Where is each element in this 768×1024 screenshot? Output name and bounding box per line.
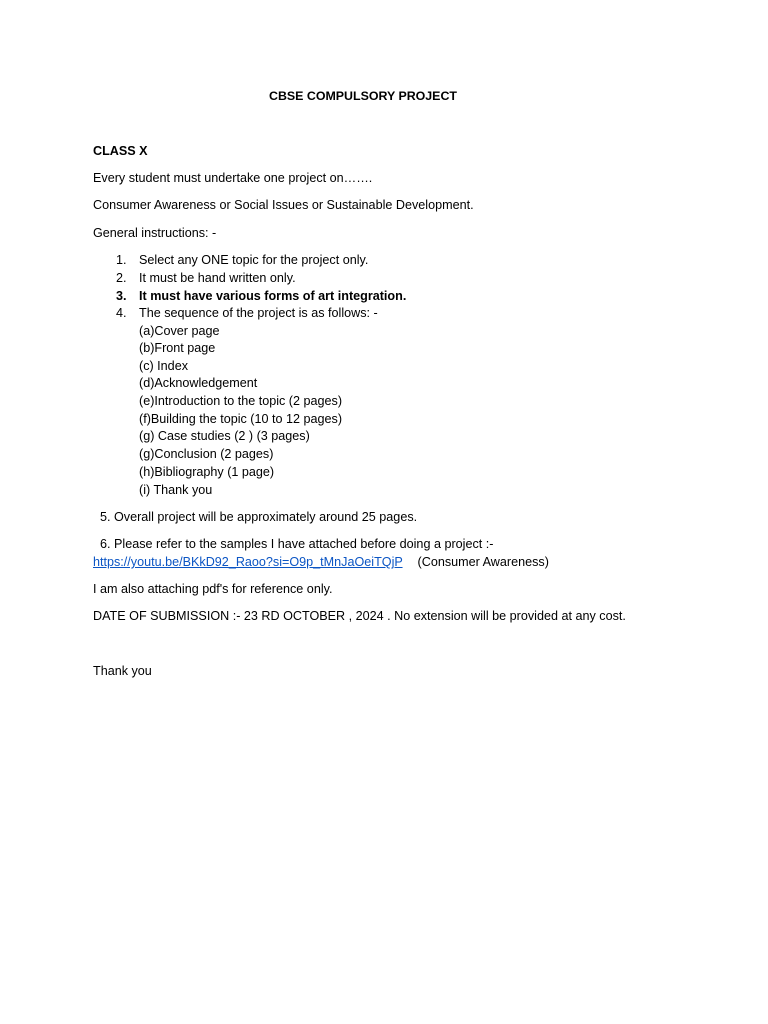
youtube-link[interactable]: https://youtu.be/BKkD92_Raoo?si=O9p_tMnJaOeiTQjP [93,555,403,569]
closing-text: Thank you [93,664,152,678]
sequence-item: (f)Building the topic (10 to 12 pages) [139,412,343,426]
topics-text: Consumer Awareness or Social Issues or Sustainable Development. [93,198,474,212]
intro-text: Every student must undertake one project on……. [93,171,373,185]
sequence-item: (g)Conclusion (2 pages) [139,447,274,461]
list-number: 4. [116,306,127,320]
list-text: Select any ONE topic for the project only. [139,253,369,267]
class-label: CLASS X [93,144,148,158]
reference-link-row [93,554,549,571]
sequence-item: (i) Thank you [139,483,213,497]
sequence-item: (e)Introduction to the topic (2 pages) [139,394,343,408]
list-text: The sequence of the project is as follows: - [139,306,378,320]
link-suffix: (Consumer Awareness) [417,555,549,569]
sequence-item: (g) Case studies (2 ) (3 pages) [139,429,310,443]
pdf-note: I am also attaching pdf's for reference only. [93,582,333,596]
sequence-item: (a)Cover page [139,324,220,338]
list-number: 1. [116,253,127,267]
list-number: 3. [116,289,127,303]
sequence-item: (d)Acknowledgement [139,376,258,390]
general-instructions-heading: General instructions: - [93,226,217,240]
sequence-item: (b)Front page [139,341,216,355]
point-6: 6. Please refer to the samples I have attached before doing a project :- [100,537,494,551]
point-5: 5. Overall project will be approximately around 25 pages. [100,510,418,524]
page-title: CBSE COMPULSORY PROJECT [269,89,457,103]
list-number: 2. [116,271,127,285]
list-text: It must have various forms of art integration. [139,289,407,303]
sequence-item: (h)Bibliography (1 page) [139,465,275,479]
submission-date: DATE OF SUBMISSION :- 23 RD OCTOBER , 2024 . No extension will be provided at any cost. [93,609,626,623]
sequence-item: (c) Index [139,359,188,373]
list-text: It must be hand written only. [139,271,296,285]
